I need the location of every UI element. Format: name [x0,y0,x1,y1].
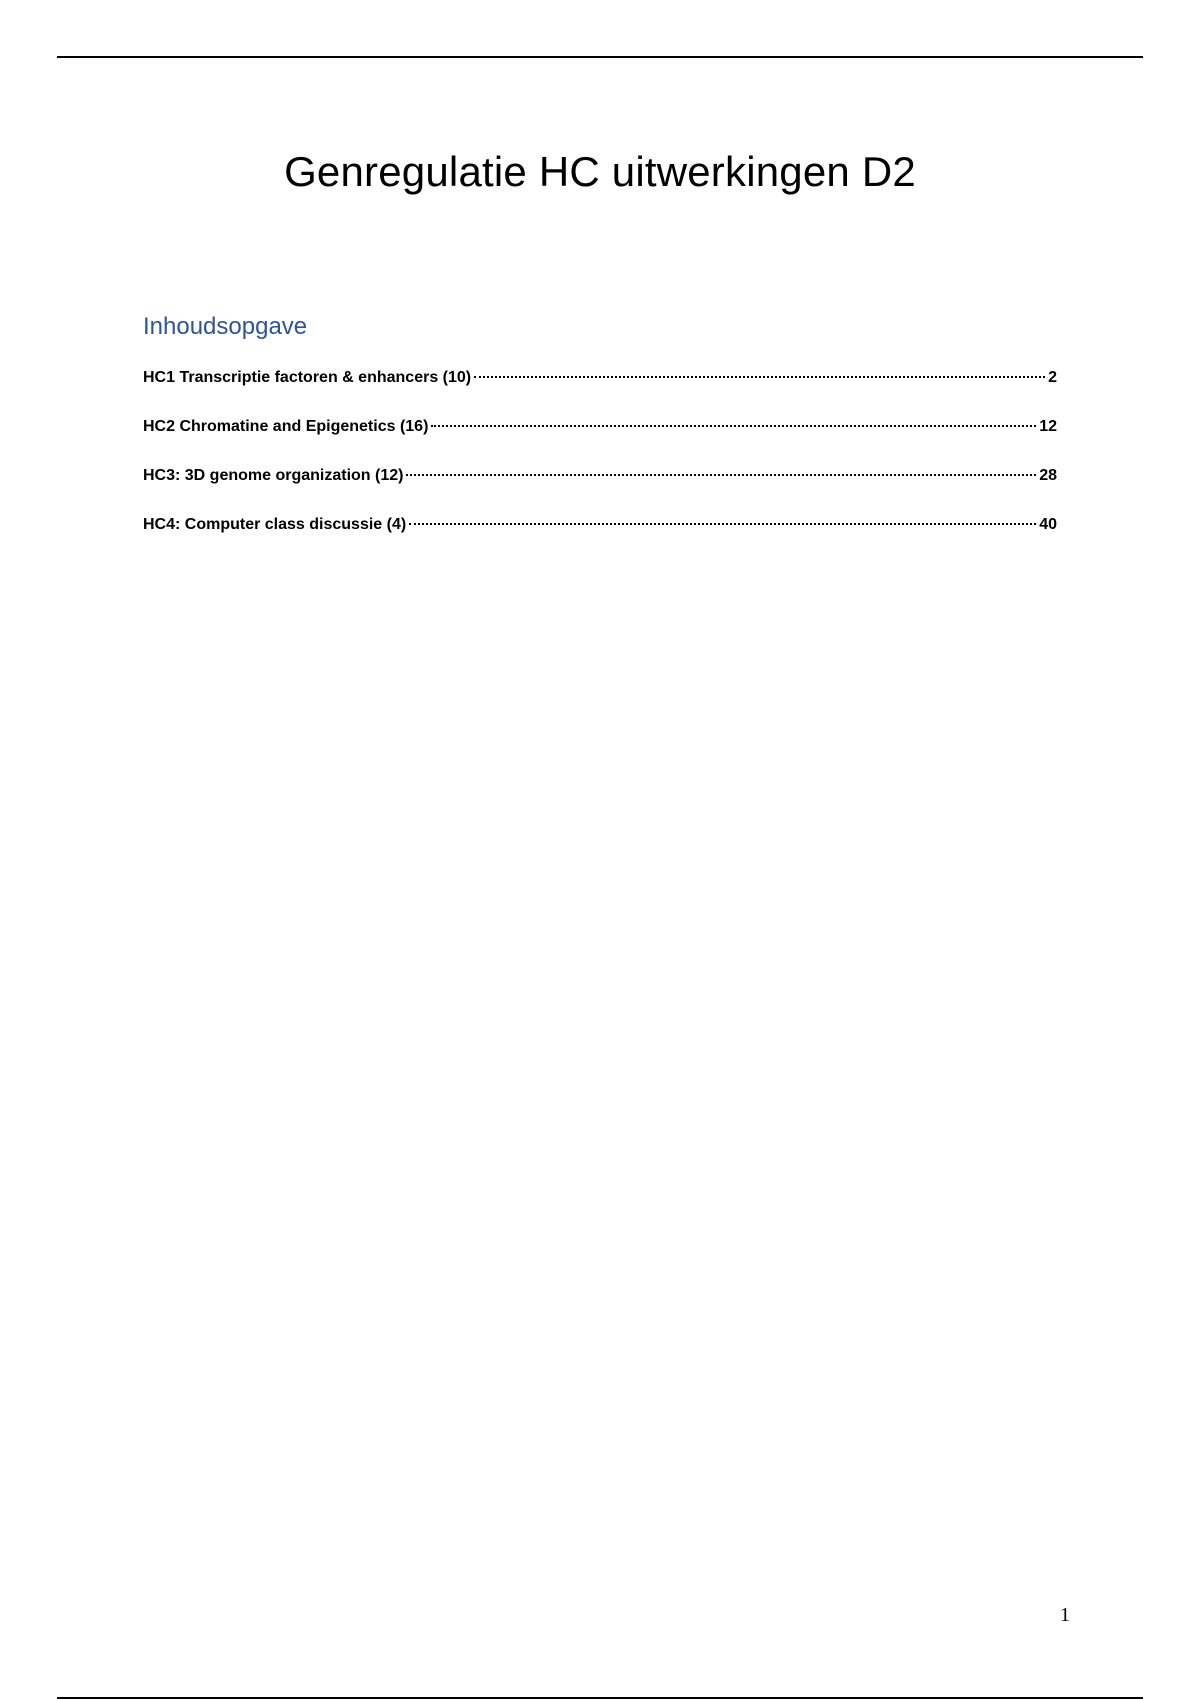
toc-entry-label: HC2 Chromatine and Epigenetics (16) [143,418,429,435]
toc-entry-page: 12 [1039,418,1057,435]
toc-entry[interactable] [143,368,1057,417]
header-rule [57,56,1143,58]
toc-list [143,368,1057,564]
toc-dot-leader [431,425,1036,427]
toc-entry-page: 40 [1039,516,1057,533]
toc-entry-page: 28 [1039,467,1057,484]
toc-entry-label: HC4: Computer class discussie (4) [143,516,407,533]
toc-dot-leader [406,474,1036,476]
table-of-contents [143,310,1057,564]
toc-entry-page: 2 [1048,369,1057,386]
toc-entry[interactable] [143,417,1057,466]
toc-entry[interactable] [143,515,1057,564]
toc-dot-leader [409,523,1036,525]
toc-heading: Inhoudsopgave [143,313,308,340]
toc-entry-label: HC1 Transcriptie factoren & enhancers (10) [143,369,472,386]
page-number: 1 [1060,1604,1070,1626]
footer-rule [57,1697,1143,1699]
toc-entry-label: HC3: 3D genome organization (12) [143,467,404,484]
toc-entry[interactable] [143,466,1057,515]
toc-dot-leader [474,376,1045,378]
document-title: Genregulatie HC uitwerkingen D2 [284,148,916,195]
